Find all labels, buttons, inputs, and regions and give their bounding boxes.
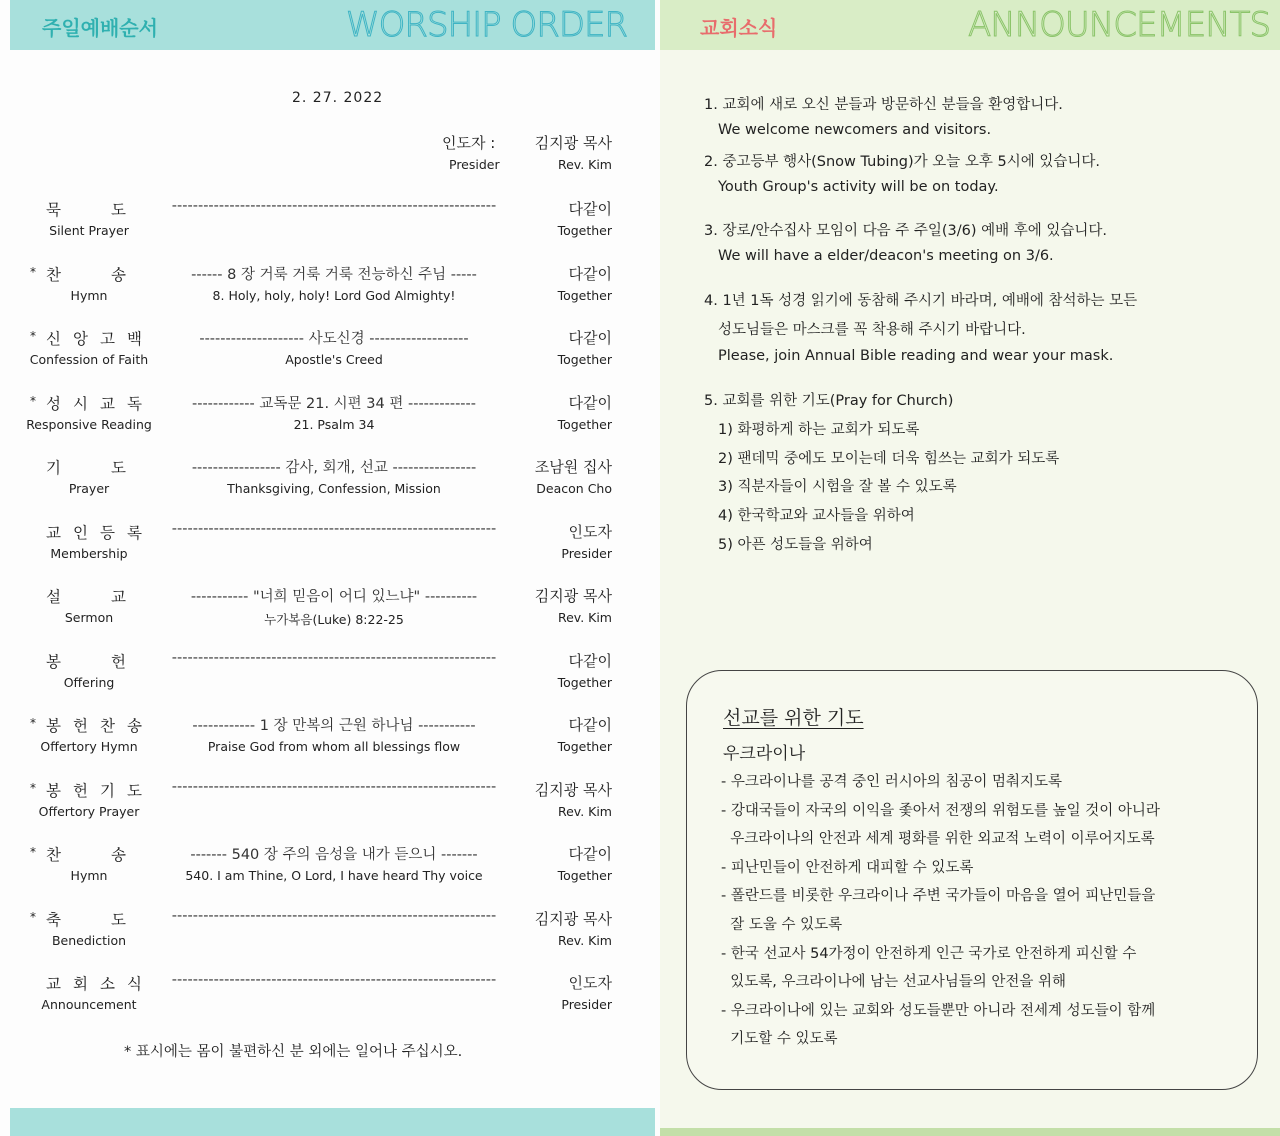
church-prayer-item: 1) 화평하게 하는 교회가 되도록 [718, 422, 920, 438]
order-title-ko-char: 송 [127, 717, 142, 735]
standing-mark: * [30, 716, 36, 730]
standing-mark: * [30, 329, 36, 343]
order-title-ko-char: 회 [73, 975, 88, 993]
order-leader-ko: 다같이 [568, 200, 612, 218]
order-title-ko-char: 헌 [73, 717, 88, 735]
order-leader-en: Presider [561, 545, 612, 561]
order-row [0, 392, 660, 448]
church-prayer-item: 5) 아픈 성도들을 위하여 [718, 536, 873, 553]
order-title-en: Offertory Hymn [40, 739, 138, 754]
order-detail: ------------ 교독문 21. 시편 34 편 ------------- [191, 395, 476, 412]
order-row [0, 327, 660, 383]
church-prayer-item: 4) 한국학교와 교사들을 위하여 [718, 508, 915, 525]
order-title-ko-char: 헌 [111, 652, 126, 671]
order-title-ko-char: 설 [46, 588, 61, 606]
order-title-en: Silent Prayer [49, 223, 129, 238]
order-detail: -------------------------------------------------------------- [171, 520, 497, 537]
order-title-ko [26, 456, 146, 478]
right-bottom-band [660, 1128, 1280, 1136]
announcement-2-ko: 2. 중고등부 행사(Snow Tubing)가 오늘 오후 5시에 있습니다. [704, 154, 1100, 170]
order-title-ko [26, 972, 146, 994]
order-leader-en: Together [557, 416, 612, 432]
order-title-en: Offering [63, 674, 115, 690]
order-title-en: Announcement [41, 997, 137, 1012]
order-leader-en: Deacon Cho [536, 481, 612, 496]
mission-prayer-title: 선교를 위한 기도 [723, 707, 864, 729]
order-title-ko-char: 찬 [100, 717, 115, 735]
announcements-title-ko: 교회소식 [700, 16, 778, 40]
order-title-ko [26, 327, 146, 349]
order-leader-en: Together [557, 287, 612, 303]
order-title-ko-char: 교 [46, 523, 61, 542]
order-detail: -------------------- 사도신경 ------------------- [199, 331, 469, 347]
order-title-ko [26, 714, 146, 736]
announcement-3-ko: 3. 장로/안수집사 모임이 다음 주 주일(3/6) 예배 후에 있습니다. [704, 223, 1108, 239]
mission-prayer-line: - 한국 선교사 54가정이 안전하게 인근 국가로 안전하게 피신할 수 [721, 945, 1137, 962]
order-detail: -------------------------------------------------------------- [171, 198, 497, 214]
order-leader-ko: 다같이 [568, 264, 612, 283]
order-title-ko-char: 송 [111, 265, 126, 284]
mission-prayer-line: 잘 도울 수 있도록 [721, 917, 843, 933]
order-title-ko [26, 779, 146, 801]
order-title-en: Responsive Reading [26, 416, 152, 432]
header-title-ko: 주일예배순서 [42, 16, 158, 40]
order-title-ko-char: 신 [46, 330, 61, 348]
order-detail: -------------------------------------------------------------- [171, 907, 497, 924]
order-leader-en: Together [557, 223, 612, 238]
order-detail: -------------------------------------------------------------- [171, 649, 497, 666]
order-row [0, 650, 660, 706]
order-row [0, 972, 660, 1028]
announcements-panel [660, 0, 1280, 1136]
mission-prayer-line: - 폴란드를 비롯한 우크라이나 주변 국가들이 마음을 열어 피난민들을 [721, 888, 1156, 905]
order-leader-ko: 다같이 [568, 329, 612, 347]
mission-prayer-line: 있도록, 우크라이나에 남는 선교사님들의 안전을 위해 [721, 974, 1067, 991]
worship-order-header [10, 0, 655, 50]
order-row [0, 263, 660, 319]
order-leader-en: Together [557, 739, 612, 754]
order-title-ko [26, 650, 146, 672]
order-title-ko-char: 도 [111, 459, 126, 477]
order-title-ko-char: 봉 [46, 652, 61, 671]
order-title-ko-char: 앙 [73, 330, 88, 348]
order-title-ko-char: 찬 [46, 265, 61, 284]
announcements-header [660, 0, 1280, 50]
order-leader-ko: 김지광 목사 [534, 909, 612, 928]
order-row [0, 521, 660, 577]
order-leader-en: Rev. Kim [557, 803, 612, 819]
order-title-ko-char: 봉 [46, 781, 61, 800]
standing-mark: * [30, 909, 36, 924]
standing-footnote: * 표시에는 몸이 불편하신 분 외에는 일어나 주십시오. [124, 1044, 463, 1060]
order-row [0, 779, 660, 835]
mission-prayer-subtitle: 우크라이나 [723, 744, 806, 764]
announcement-4-ko-line1: 4. 1년 1독 성경 읽기에 동참해 주시기 바라며, 예배에 참석하는 모든 [704, 293, 1138, 309]
order-title-ko-char: 교 [46, 975, 61, 993]
order-title-en: Confession of Faith [29, 352, 149, 367]
order-title-ko-char: 봉 [46, 717, 61, 735]
presider-name-ko: 김지광 목사 [534, 134, 612, 152]
order-title-ko-char: 묵 [46, 201, 61, 219]
order-leader-ko: 인도자 [568, 522, 612, 541]
order-title-ko [26, 521, 146, 543]
order-title-ko-char: 축 [46, 910, 61, 929]
mission-prayer-line: - 우크라이나에 있는 교회와 성도들뿐만 아니라 전세계 성도들이 함께 [721, 1002, 1156, 1019]
order-leader-en: Rev. Kim [557, 610, 612, 625]
mission-prayer-line: 기도할 수 있도록 [721, 1031, 838, 1048]
order-title-ko-char: 독 [127, 394, 142, 413]
order-row [0, 456, 660, 512]
order-title-ko-char: 도 [111, 910, 126, 929]
order-title-en: Sermon [64, 610, 114, 625]
order-leader-ko: 김지광 목사 [534, 587, 612, 605]
order-title-ko [26, 908, 146, 930]
announcement-1-en: We welcome newcomers and visitors. [718, 122, 992, 138]
presider-label-ko: 인도자 : [442, 134, 496, 152]
presider-name-en: Rev. Kim [557, 157, 612, 172]
order-title-ko [26, 843, 146, 865]
order-leader-ko: 다같이 [568, 393, 612, 412]
left-bottom-band [10, 1108, 655, 1136]
standing-mark: * [30, 845, 36, 859]
order-title-ko-char: 도 [127, 781, 142, 800]
order-leader-ko: 다같이 [568, 845, 612, 863]
order-leader-en: Rev. Kim [557, 932, 612, 948]
order-leader-ko: 김지광 목사 [534, 780, 612, 799]
order-title-ko-char: 식 [127, 975, 142, 993]
order-detail: -------------------------------------------------------------- [171, 778, 497, 795]
mission-prayer-line: - 우크라이나를 공격 중인 러시아의 침공이 멈춰지도록 [721, 774, 1063, 790]
order-title-ko [26, 263, 146, 285]
announcement-3-en: We will have a elder/deacon's meeting on 3/6. [718, 248, 1054, 264]
mission-prayer-line: 우크라이나의 안전과 세계 평화를 위한 외교적 노력이 이루어지도록 [721, 831, 1155, 848]
order-detail: ----------------- 감사, 회개, 선교 ---------------- [191, 460, 477, 476]
church-prayer-item: 2) 팬데믹 중에도 모이는데 더욱 힘쓰는 교회가 되도록 [718, 450, 1060, 467]
order-row [0, 908, 660, 964]
standing-mark: * [30, 393, 36, 408]
order-title-ko-char: 교 [100, 394, 115, 413]
order-leader-en: Together [557, 868, 612, 883]
order-title-ko-char: 등 [100, 523, 115, 542]
announcement-1-ko: 1. 교회에 새로 오신 분들과 방문하신 분들을 환영합니다. [704, 97, 1063, 113]
order-row [0, 198, 660, 254]
order-title-en: Prayer [68, 481, 110, 496]
order-detail-en: 21. Psalm 34 [293, 416, 375, 432]
order-title-ko-char: 송 [111, 846, 126, 864]
order-title-ko-char: 도 [111, 201, 126, 219]
order-leader-en: Together [557, 352, 612, 367]
order-leader-ko: 다같이 [568, 716, 612, 734]
order-leader-en: Together [557, 674, 612, 690]
announcements-title-en: ANNOUNCEMENTS [968, 5, 1271, 45]
order-detail-en: Apostle's Creed [285, 352, 383, 367]
order-title-ko-char: 찬 [46, 846, 61, 864]
order-title-ko-char: 교 [111, 588, 126, 606]
order-detail: ------ 8 장 거룩 거룩 거룩 전능하신 주님 ----- [191, 266, 477, 283]
church-prayer-item: 3) 직분자들이 시험을 잘 볼 수 있도록 [718, 479, 957, 496]
order-detail: -------------------------------------------------------------- [171, 972, 497, 988]
order-title-ko-char: 인 [73, 523, 88, 542]
mission-prayer-line: - 피난민들이 안전하게 대피할 수 있도록 [721, 859, 974, 876]
order-detail: ------------ 1 장 만복의 근원 하나님 ----------- [192, 718, 476, 734]
order-title-ko-char: 백 [127, 330, 142, 348]
order-detail-en: Praise God from whom all blessings flow [207, 739, 461, 754]
order-detail-en: 540. I am Thine, O Lord, I have heard Thy voice [185, 868, 483, 883]
order-detail: ----------- "너희 믿음이 어디 있느냐" ---------- [190, 589, 478, 605]
standing-mark: * [30, 780, 36, 795]
order-leader-ko: 조남원 집사 [534, 458, 612, 476]
order-title-ko [26, 392, 146, 414]
announcement-2-en: Youth Group's activity will be on today. [718, 179, 999, 195]
mission-prayer-line: - 강대국들이 자국의 이익을 좇아서 전쟁의 위험도를 높일 것이 아니라 [721, 802, 1160, 819]
order-title-ko-char: 시 [73, 394, 88, 413]
order-title-ko-char: 성 [46, 394, 61, 413]
order-detail-en: Thanksgiving, Confession, Mission [227, 481, 441, 496]
order-title-en: Membership [50, 545, 128, 561]
standing-mark: * [30, 264, 36, 279]
header-title-en: WORSHIP ORDER [346, 5, 628, 45]
announcement-4-ko-line2: 성도님들은 마스크를 꼭 착용해 주시기 바랍니다. [718, 322, 1026, 338]
presider-label-en: Presider [449, 157, 500, 172]
mission-prayer-box [686, 670, 1258, 1090]
order-row [0, 714, 660, 770]
order-title-ko [26, 585, 146, 607]
order-title-ko-char: 기 [46, 459, 61, 477]
order-title-ko-char: 록 [127, 523, 142, 542]
order-title-en: Hymn [70, 868, 108, 883]
order-row [0, 585, 660, 641]
order-title-ko [26, 198, 146, 220]
order-detail: ------- 540 장 주의 음성을 내가 듣으니 ------- [190, 847, 478, 863]
order-title-ko-char: 소 [100, 975, 115, 993]
order-row [0, 843, 660, 899]
order-detail-en: 누가복음(Luke) 8:22-25 [264, 612, 404, 627]
order-leader-en: Presider [561, 997, 612, 1012]
order-title-ko-char: 고 [100, 330, 115, 348]
order-title-ko-char: 기 [100, 781, 115, 800]
announcement-4-en: Please, join Annual Bible reading and wear your mask. [718, 348, 1114, 364]
announcement-5-title: 5. 교회를 위한 기도(Pray for Church) [704, 393, 954, 409]
order-leader-ko: 다같이 [568, 651, 612, 670]
order-title-ko-char: 헌 [73, 781, 88, 800]
order-detail-en: 8. Holy, holy, holy! Lord God Almighty! [212, 287, 456, 303]
order-title-en: Benediction [51, 932, 127, 948]
service-date: 2. 27. 2022 [292, 90, 384, 106]
order-leader-ko: 인도자 [568, 974, 612, 992]
order-title-en: Offertory Prayer [38, 803, 140, 819]
order-title-en: Hymn [70, 287, 108, 303]
